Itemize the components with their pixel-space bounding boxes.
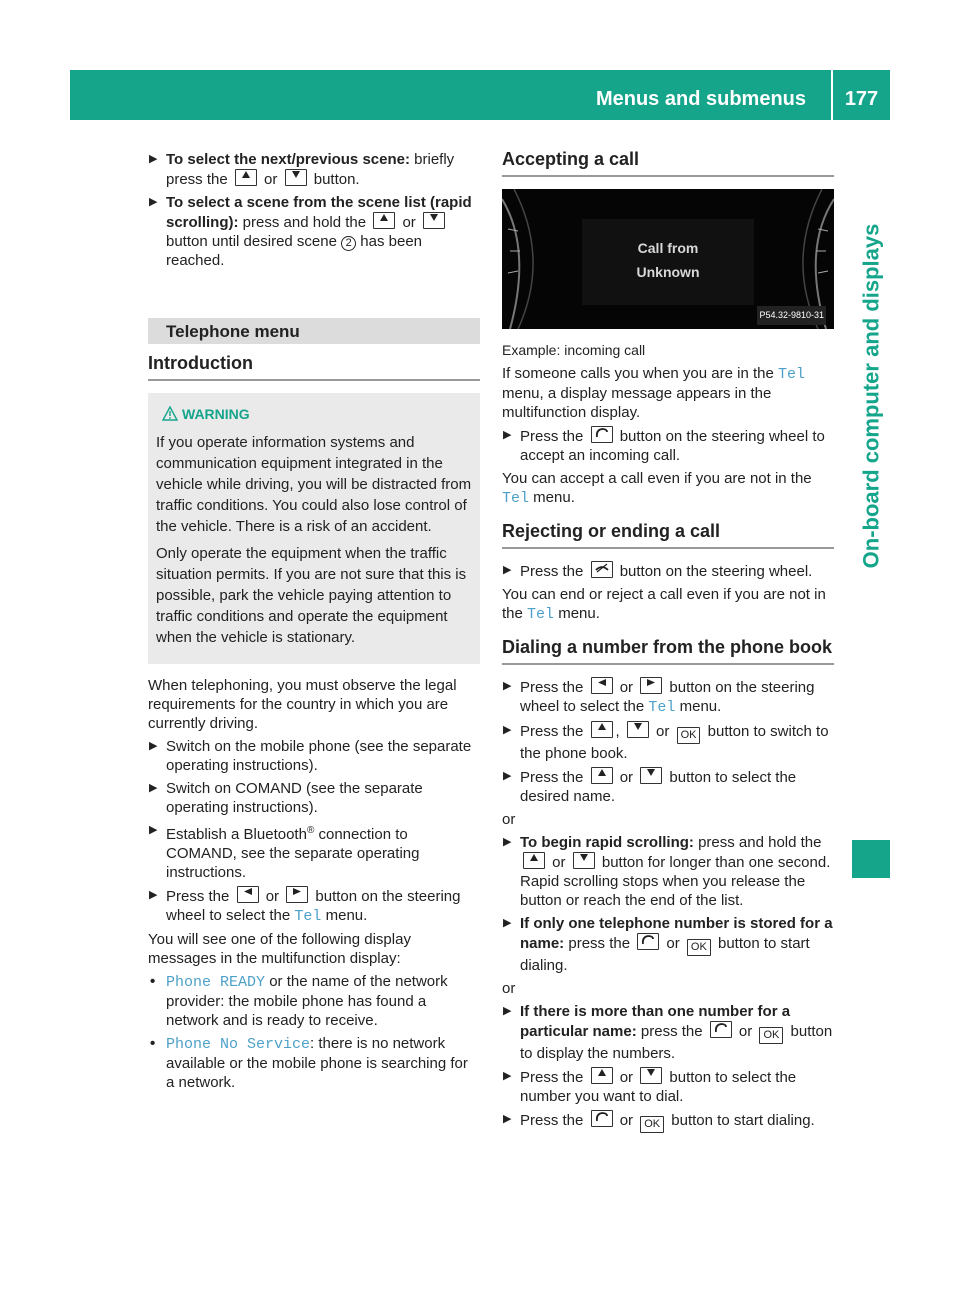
down-arrow-icon (573, 852, 595, 869)
phone-accept-icon (591, 426, 613, 443)
warning-paragraph: Only operate the equipment when the traffic situation permits. If you are not sure that this is possible, park the vehicle paying attention to traffic conditions and operate the equipment when the vehicle is stationary. (156, 545, 467, 646)
instruction-step: ▶ Switch on COMAND (see the separate operating instructions). (148, 779, 480, 817)
down-arrow-icon (423, 212, 445, 229)
instruction-step: ▶ Press the or button on the steering wheel to select the Tel menu. (502, 677, 834, 717)
warning-box (148, 393, 480, 664)
up-arrow-icon (591, 1067, 613, 1084)
list-item: • Phone No Service: there is no network available or the mobile phone is searching for a network. (148, 1034, 480, 1092)
up-arrow-icon (591, 721, 613, 738)
instruction-step: ▶ Press the , or OK button to switch to the phone book. (502, 721, 834, 763)
down-arrow-icon (627, 721, 649, 738)
left-arrow-icon (591, 677, 613, 694)
right-arrow-icon (286, 886, 308, 903)
instruction-step: ▶ If only one telephone number is stored for a name: press the or OK button to start dialing. (502, 914, 834, 975)
accepting-call-heading: Accepting a call (502, 150, 834, 177)
instruction-step: ▶ Press the or OK button to start dialing. (502, 1110, 834, 1133)
body-paragraph: If someone calls you when you are in the Tel menu, a display message appears in the multifunction display. (502, 365, 806, 421)
right-arrow-icon (640, 677, 662, 694)
header-bar (70, 70, 890, 120)
phone-accept-icon (591, 1110, 613, 1127)
telephone-menu-section-title: Telephone menu (148, 318, 480, 344)
phone-end-icon (591, 561, 613, 578)
right-column (502, 150, 834, 1137)
down-arrow-icon (285, 169, 307, 186)
down-arrow-icon (640, 1067, 662, 1084)
ok-key-icon: OK (640, 1116, 664, 1133)
body-paragraph: You can end or reject a call even if you are not in the Tel menu. (502, 586, 826, 623)
or-separator: or (502, 811, 516, 828)
display-caller-name-text: Unknown (636, 264, 700, 280)
instruction-step: ▶ Press the button on the steering wheel to accept an incoming call. (502, 426, 834, 465)
image-caption: Example: incoming call (502, 342, 646, 358)
instruction-step: ▶ To begin rapid scrolling: press and hold the or button for longer than one second. Rapid scrolling stops when you release the button or reach the end of the list. (502, 833, 834, 910)
scene-number-circle: 2 (341, 236, 356, 251)
up-arrow-icon (523, 852, 545, 869)
instruction-step: ▶ Press the or button on the steering wheel to select the Tel menu. (148, 886, 480, 926)
left-arrow-icon (237, 886, 259, 903)
up-arrow-icon (235, 169, 257, 186)
chapter-marker-square (852, 840, 890, 878)
warning-triangle-icon (162, 406, 178, 421)
dialing-heading: Dialing a number from the phone book (502, 638, 834, 665)
warning-paragraph: If you operate information systems and communication equipment integrated in the vehicle while driving, you will be distracted from traffic conditions. You could also lose control of the vehicle. There is a risk of an accident. (156, 434, 472, 535)
ok-key-icon: OK (677, 727, 701, 744)
up-arrow-icon (373, 212, 395, 229)
page-number: 177 (844, 88, 879, 110)
instruction-step: ▶ Switch on the mobile phone (see the separate operating instructions). (148, 737, 480, 775)
ok-key-icon: OK (759, 1027, 783, 1044)
left-column (148, 150, 480, 1096)
chapter-side-tab: On-board computer and displays (858, 223, 884, 569)
down-arrow-icon (640, 767, 662, 784)
ok-key-icon: OK (687, 939, 711, 956)
body-paragraph: You can accept a call even if you are not in the Tel menu. (502, 470, 812, 507)
instruction-step: ▶ To select the next/previous scene: briefly press the or button. (148, 150, 480, 189)
or-separator: or (502, 980, 516, 997)
instruction-step: ▶ Press the button on the steering wheel. (502, 561, 834, 581)
warning-title: WARNING (156, 405, 472, 424)
rejecting-call-heading: Rejecting or ending a call (502, 522, 834, 549)
page-section-title: Menus and submenus (595, 88, 806, 110)
list-item: • Phone READY or the name of the network provider: the mobile phone has found a network and is ready to receive. (148, 972, 480, 1030)
introduction-heading: Introduction (148, 354, 480, 381)
phone-accept-icon (710, 1021, 732, 1038)
body-paragraph: You will see one of the following display messages in the multifunction display: (148, 931, 411, 967)
instruction-step: ▶ If there is more than one number for a particular name: press the or OK button to display the numbers. (502, 1002, 834, 1063)
up-arrow-icon (591, 767, 613, 784)
instruction-step: ▶ To select a scene from the scene list (rapid scrolling): press and hold the or button until desired scene 2 has been reached. (148, 193, 480, 270)
instruction-step: ▶ Press the or button to select the number you want to dial. (502, 1067, 834, 1106)
phone-accept-icon (637, 933, 659, 950)
body-paragraph: When telephoning, you must observe the legal requirements for the country in which you are currently driving. (148, 677, 457, 732)
display-call-from-text: Call from (637, 240, 699, 256)
instruction-step: ▶ Establish a Bluetooth® connection to COMAND, see the separate operating instructions. (148, 821, 480, 882)
incoming-call-display-image (502, 189, 834, 329)
instruction-step: ▶ Press the or button to select the desired name. (502, 767, 834, 806)
image-reference-code: P54.32-9810-31 (757, 306, 826, 325)
